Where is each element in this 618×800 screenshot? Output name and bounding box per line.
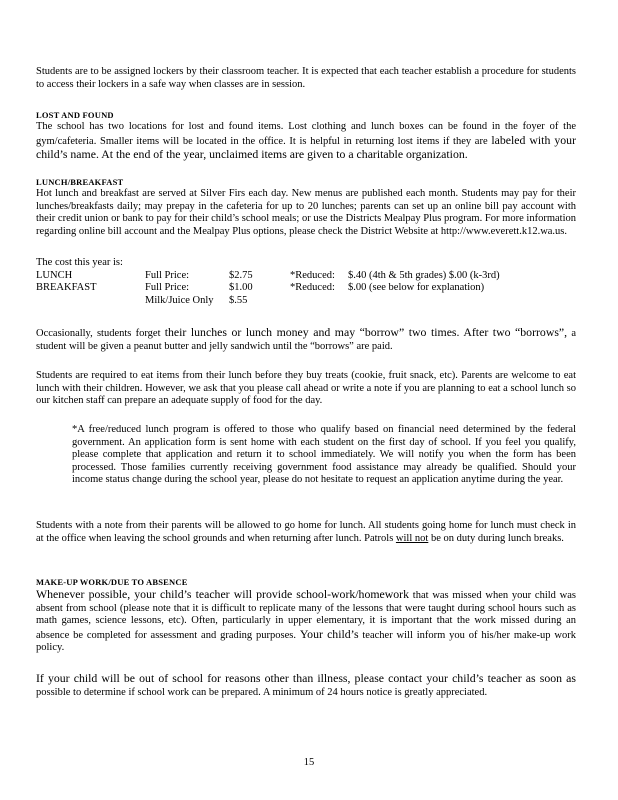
cost-reduced-label	[290, 295, 348, 307]
illness-paragraph	[36, 672, 576, 699]
cost-reduced: $.40 (4th & 5th grades) $.00 (k-3rd)	[348, 270, 500, 281]
borrow-paragraph	[36, 326, 576, 353]
illness-text-emphasis: If your child will be out of school for reasons other than illness, please contact your child’s teacher as soon as	[36, 671, 576, 685]
cost-reduced-label: *Reduced:	[290, 270, 335, 281]
makeup-text-emphasis-2: Your child’s	[299, 626, 359, 641]
makeup-heading: MAKE-UP WORK/DUE TO ABSENCE	[36, 577, 188, 587]
makeup-text: that was missed when your child was absent from school (please note that it is difficult to replicate many of the lessons that were taught during school hours such as math games, science lessons, etc). Often, particularly in upper elementary, it is important that the work missed during an absence be completed for assessment and grading purposes.	[36, 590, 577, 641]
cost-price: $2.75	[229, 270, 253, 281]
makeup-text-end: teacher will inform you of his/her make-up work policy.	[36, 629, 576, 654]
makeup-text-emphasis: Whenever possible, your child’s teacher will provide school-work/homework	[36, 587, 410, 601]
cost-row-lunch	[36, 270, 500, 282]
go-home-underlined: will not	[395, 532, 429, 544]
makeup-paragraph	[36, 588, 576, 655]
cost-label: Full Price:	[145, 282, 190, 294]
cost-reduced: $.00 (see below for explanation)	[348, 282, 485, 294]
page-number: 15	[303, 757, 315, 768]
lost-found-heading: LOST AND FOUND	[36, 110, 114, 120]
go-home-text: Students with a note from their parents will be allowed to go home for lunch. All students going home for lunch must check in at the office when leaving the school grounds and when returning after lunch. Patrols	[36, 520, 576, 544]
reduced-note-paragraph: *A free/reduced lunch program is offered to those who qualify based on financial need determined by the federal government. An application form is sent home with each student on the first day of school. If you feel you qualify, please complete that application and return it to school immediately. We will notify you when the form has been processed. Those families currently receiving government food assistance may already be qualified. Should your income status change during the school year, please do not hesitate to request an application anytime during the year.	[72, 424, 576, 486]
borrow-text-end: a student will be given a peanut butter and jelly sandwich until the “borrows” are paid.	[36, 328, 577, 352]
lost-found-text-emphasis: labeled with your child’s name. At the end of the year, unclaimed items are given to a charitable organization.	[36, 132, 576, 162]
cost-intro: The cost this year is:	[36, 257, 123, 268]
cost-price: $.55	[229, 294, 248, 306]
lost-found-paragraph	[36, 121, 576, 163]
cost-row-milk	[36, 295, 500, 307]
lunch-heading: LUNCH/BREAKFAST	[36, 177, 124, 187]
borrow-text-emphasis: their lunches or lunch money and may “borrow” two times. After two “borrows”,	[164, 325, 568, 339]
cost-item	[36, 295, 145, 307]
cost-reduced-label: *Reduced:	[290, 282, 335, 294]
cost-reduced	[348, 295, 500, 307]
cost-item: BREAKFAST	[36, 282, 97, 294]
cost-label: Full Price:	[145, 270, 190, 281]
cost-item: LUNCH	[36, 270, 73, 281]
borrow-text: Occasionally, students forget	[36, 328, 161, 339]
cost-table	[36, 270, 500, 307]
lunch-paragraph: Hot lunch and breakfast are served at Silver Firs each day. New menus are published each month. Students may pay for their lunches/breakfasts daily; may prepay in the cafeteria for up to 20 lunches; parents can set up an online bill pay account with their credit union or bank to pay for their child’s school meals; or use the Districts Mealpay Plus program. For more information regarding online bill account and the Mealpay Plus options, please check the District Website at http://www.everett.k12.wa.us.	[36, 188, 576, 237]
lockers-paragraph: Students are to be assigned lockers by their classroom teacher. It is expected that each teacher establish a procedure for students to access their lockers in a safe way when classes are in session.	[36, 66, 576, 90]
cost-row-breakfast	[36, 282, 500, 294]
lost-found-text: The school has two locations for lost and found items. Lost clothing and lunch boxes can be found in the foyer of the gym/cafeteria. Smaller items will be located in the office. It is helpful in returning lost items if they are	[36, 121, 576, 147]
illness-text: possible to determine if school work can be prepared. A minimum of 24 hours notice is greatly appreciated.	[36, 686, 488, 698]
cost-price: $1.00	[229, 282, 253, 294]
bring-lunch-paragraph: Students are required to eat items from their lunch before they buy treats (cookie, fruit snack, etc). Parents are welcome to eat lunch with their children. However, we ask that you please call ahead or write a note if you are planning to eat a school lunch so our kitchen staff can prepare an adequate supply of food for the day.	[36, 370, 576, 407]
cost-label: Milk/Juice Only	[145, 294, 214, 306]
go-home-text-end: be on duty during lunch breaks.	[430, 532, 564, 544]
go-home-paragraph	[36, 520, 576, 545]
